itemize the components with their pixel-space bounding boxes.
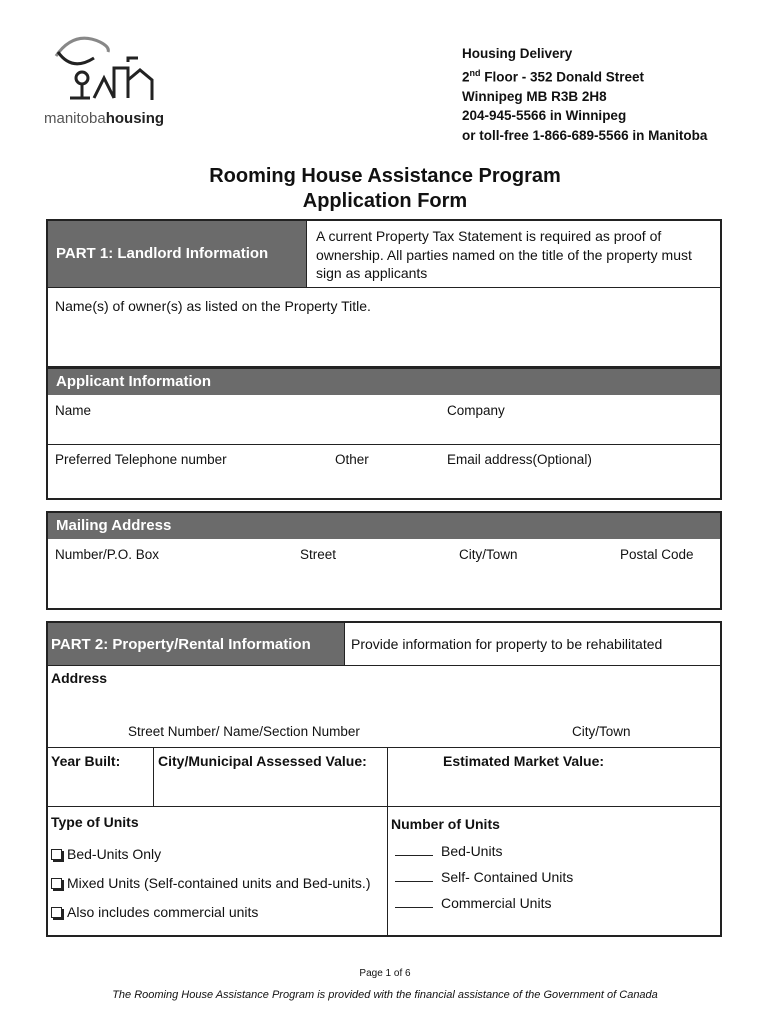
- mailing-heading: Mailing Address: [48, 513, 720, 539]
- applicant-heading: Applicant Information: [48, 369, 720, 395]
- property-city-field[interactable]: City/Town: [572, 724, 631, 739]
- company-field[interactable]: Company: [447, 403, 505, 418]
- checkbox-icon[interactable]: [51, 907, 62, 918]
- assessed-value-field[interactable]: City/Municipal Assessed Value:: [158, 753, 367, 769]
- blank-line[interactable]: [395, 881, 433, 882]
- year-built-field[interactable]: Year Built:: [51, 753, 121, 769]
- blank-line[interactable]: [395, 907, 433, 908]
- address-line: 204-945-5566 in Winnipeg: [462, 108, 627, 123]
- po-box-field[interactable]: Number/P.O. Box: [55, 547, 160, 562]
- type-of-units-heading: Type of Units: [51, 814, 139, 830]
- address-line: Winnipeg MB R3B 2H8: [462, 88, 607, 104]
- checkbox-bed-units-only[interactable]: Bed-Units Only: [51, 846, 161, 862]
- phone-field[interactable]: Preferred Telephone number: [55, 452, 227, 467]
- page-number: Page 1 of 6: [359, 968, 411, 979]
- number-of-units-heading: Number of Units: [391, 816, 500, 832]
- self-contained-count-field[interactable]: Self- Contained Units: [395, 869, 573, 885]
- city-field[interactable]: City/Town: [459, 547, 518, 562]
- address-line: Housing Delivery: [462, 46, 573, 61]
- street-field[interactable]: Street: [300, 547, 337, 562]
- postal-code-field[interactable]: Postal Code: [620, 547, 694, 562]
- property-address-label: Address: [51, 670, 108, 686]
- form-title: Rooming House Assistance Program Application Form: [209, 165, 561, 212]
- commercial-count-field[interactable]: Commercial Units: [395, 895, 551, 911]
- checkbox-icon[interactable]: [51, 849, 62, 860]
- checkbox-icon[interactable]: [51, 878, 62, 889]
- part2-note: Provide information for property to be rehabilitated: [351, 636, 663, 652]
- part1-note: A current Property Tax Statement is required as proof of ownership. All parties named on the title of the property must sign as applicants: [316, 228, 692, 281]
- checkbox-mixed-units[interactable]: Mixed Units (Self-contained units and Bed-units.): [51, 875, 370, 891]
- owners-name-field[interactable]: Name(s) of owner(s) as listed on the Property Title.: [55, 298, 371, 314]
- market-value-field[interactable]: Estimated Market Value:: [443, 753, 605, 769]
- bed-units-count-field[interactable]: Bed-Units: [395, 843, 502, 859]
- other-phone-field[interactable]: Other: [335, 452, 369, 467]
- address-line: 2nd Floor - 352 Donald Street: [462, 67, 645, 84]
- checkbox-commercial-units[interactable]: Also includes commercial units: [51, 904, 258, 920]
- logo-wordmark: manitobahousing: [44, 110, 165, 127]
- part2-heading: PART 2: Property/Rental Information: [48, 623, 344, 665]
- address-line: or toll-free 1-866-689-5566 in Manitoba: [462, 127, 708, 143]
- email-field[interactable]: Email address(Optional): [447, 452, 592, 467]
- property-street-field[interactable]: Street Number/ Name/Section Number: [128, 724, 360, 739]
- contact-address-block: [462, 44, 707, 145]
- part1-heading: PART 1: Landlord Information: [48, 221, 306, 287]
- applicant-name-field[interactable]: Name: [55, 403, 92, 418]
- blank-line[interactable]: [395, 855, 433, 856]
- footer-note: The Rooming House Assistance Program is provided with the financial assistance of the Government of Canada: [112, 989, 658, 1001]
